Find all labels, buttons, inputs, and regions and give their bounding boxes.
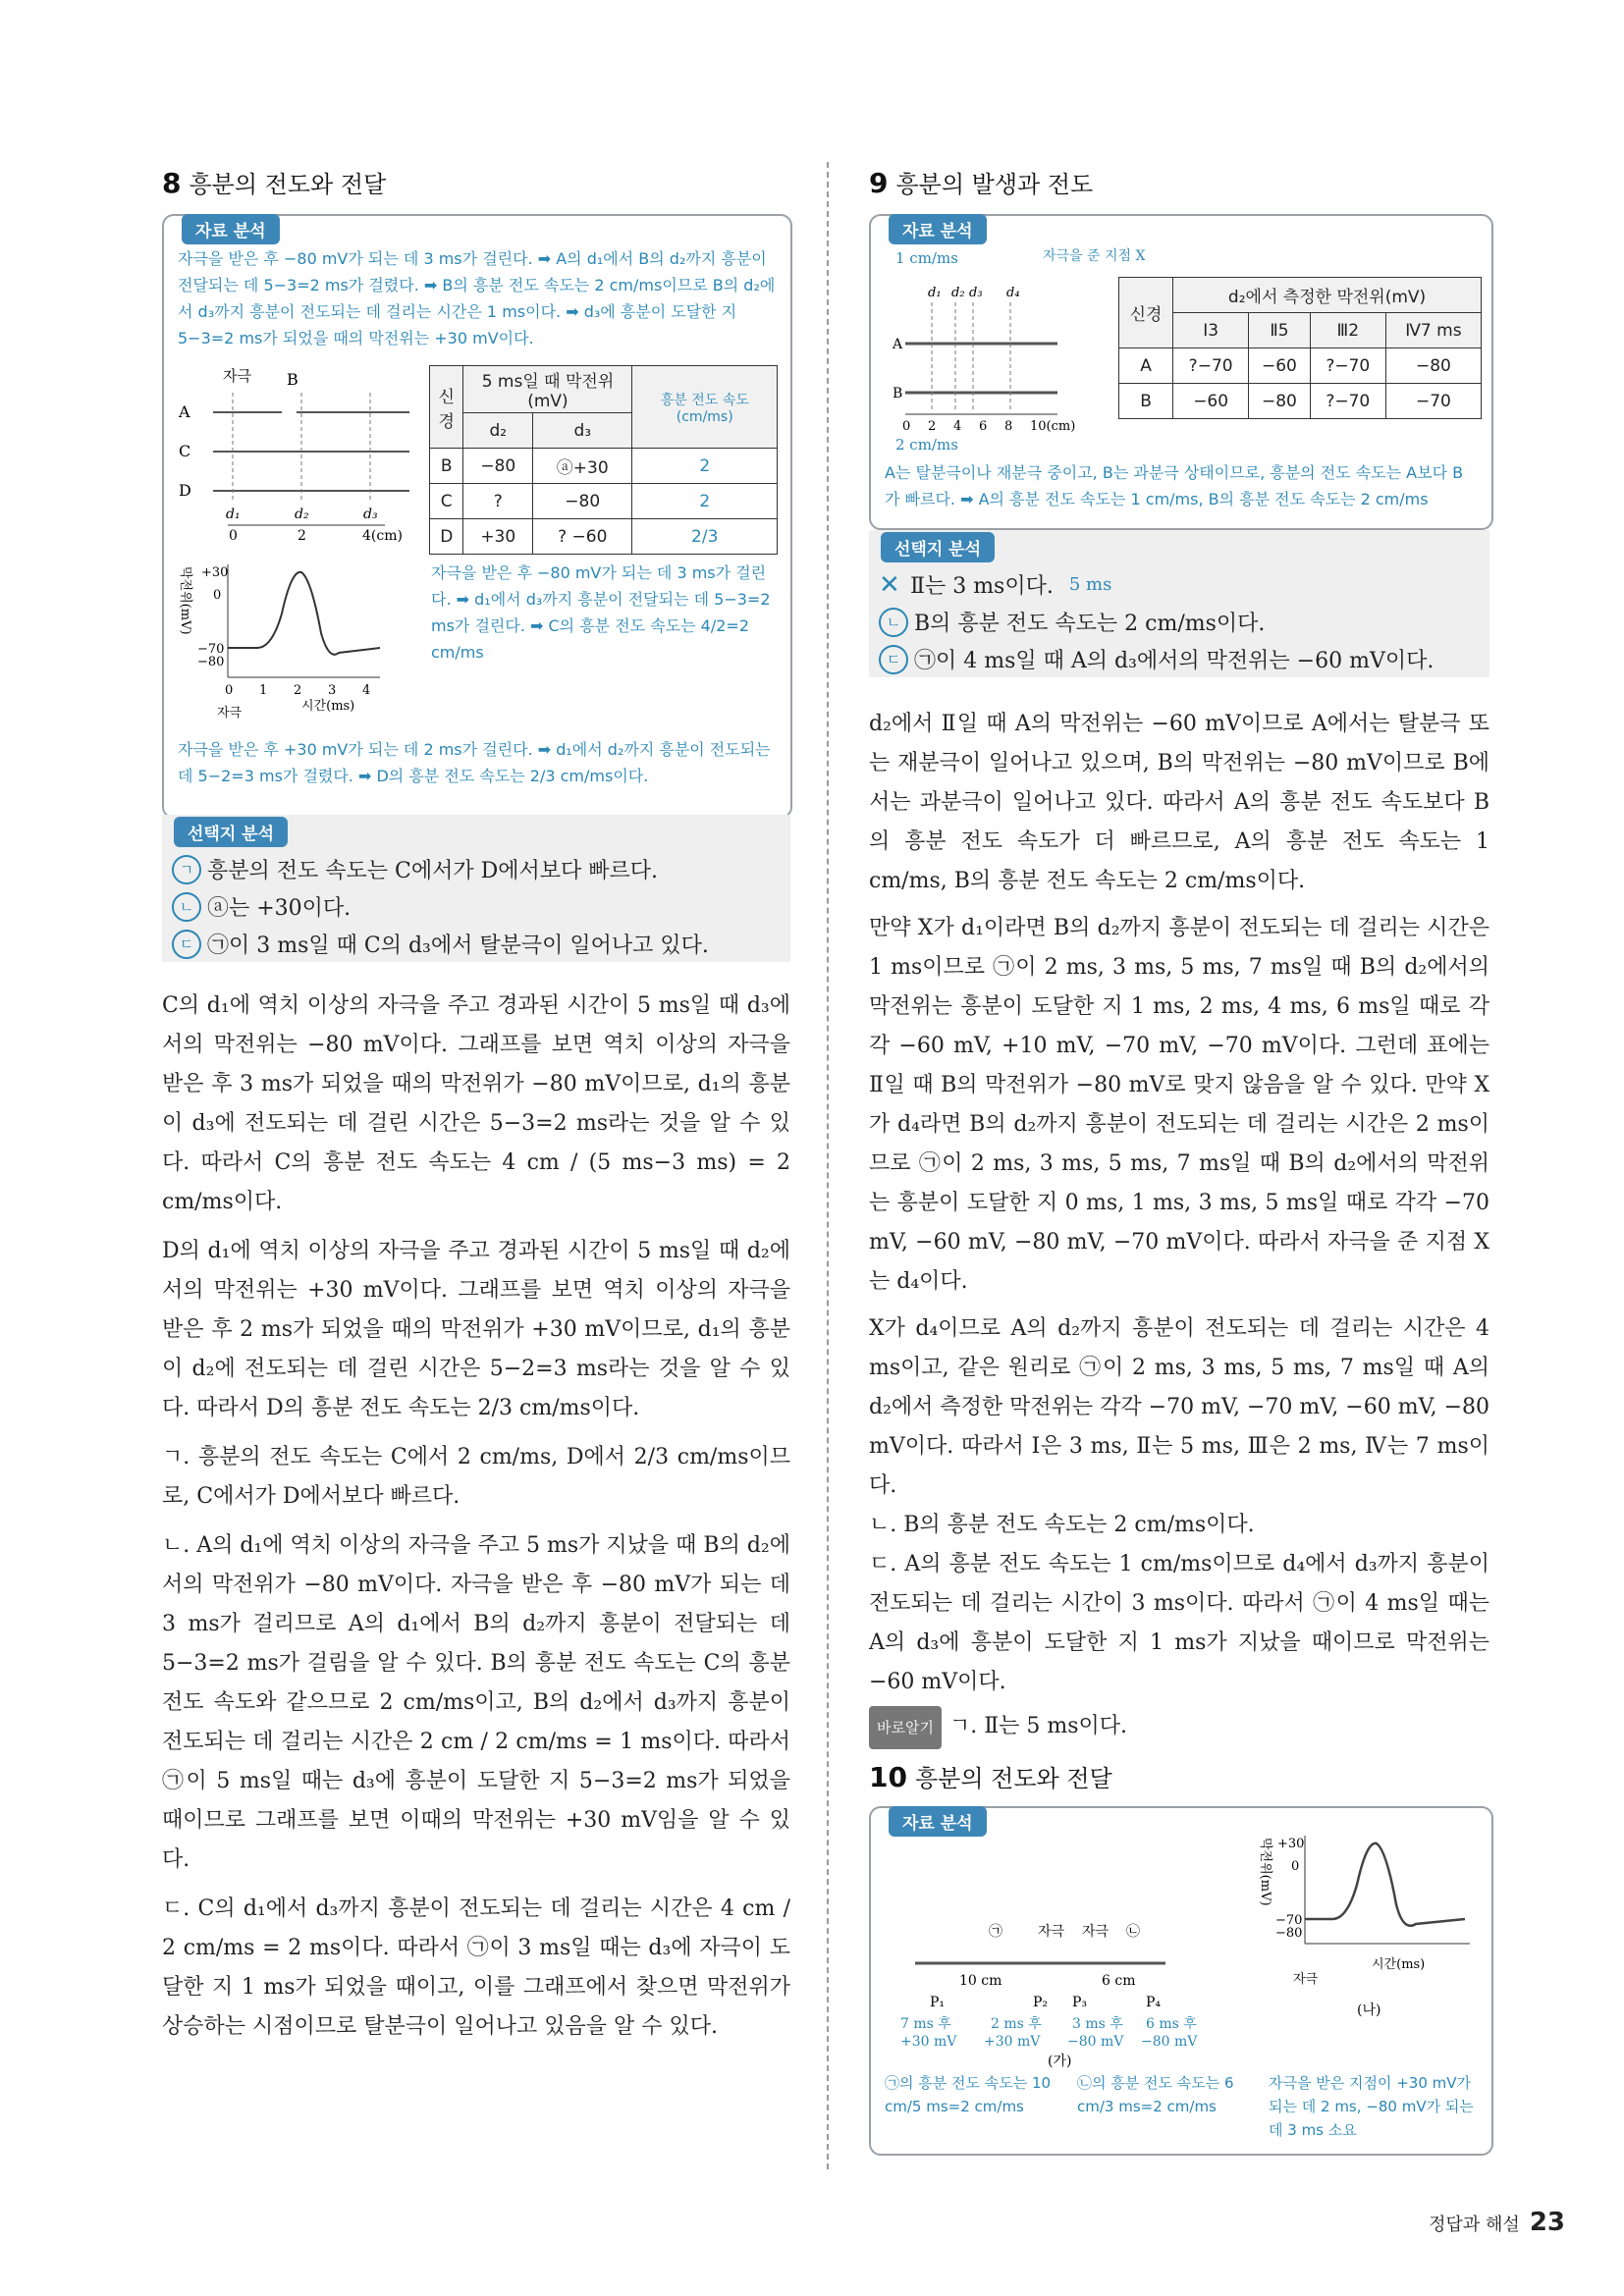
q8-d2-label: d₂ xyxy=(295,507,309,522)
q10-mark-g: ㉠ xyxy=(989,1924,1002,1940)
q9-note: A는 탈분극이나 재분극 중이고, B는 과분극 상태이므로, 흥분의 전도 속도는 A보다 B가 빠르다. ➡ A의 흥분 전도 속도는 1 cm/ms, B의 흥분 전도 속도는 2 cm/ms xyxy=(885,463,1464,508)
q10-v1: +30 mV xyxy=(900,2034,957,2050)
q9-choice-3-mark: ㄷ xyxy=(879,645,908,674)
q8-explanation xyxy=(162,987,790,2047)
q10-y0: 0 xyxy=(1291,1859,1300,1874)
q9-th-col2: Ⅱ5 xyxy=(1249,313,1311,348)
q9-row-a-v4: −80 xyxy=(1385,348,1481,384)
q8-th-potential: 5 ms일 때 막전위(mV) xyxy=(463,366,632,413)
q10-dist-10: 10 cm xyxy=(959,1973,1002,1989)
q9-fix-text: ㄱ. Ⅱ는 5 ms이다. xyxy=(948,1714,1128,1738)
q9-speed-b: 2 cm/ms xyxy=(895,436,958,454)
q9-th-title: d₂에서 측정한 막전위(mV) xyxy=(1173,278,1482,313)
q8-th-d2: d₂ xyxy=(463,413,533,449)
q8-body-1: C의 d₁에 역치 이상의 자극을 주고 경과된 시간이 5 ms일 때 d₃에서의 막전위는 −80 mV이다. 그래프를 보면 역치 이상의 자극을 받은 후 3 ms가 되었을 때의 막전위가 −80 mV이므로, d₁의 흥분이 d₃에 전도되는 데 걸린 시간은 5−3=2 ms라는 것을 알 수 있다. 따라서 C의 흥분 전도 속도는 4 cm / (5 ms−3 ms) = 2 cm/ms이다. xyxy=(162,993,790,1214)
q8-d3-label: d₃ xyxy=(363,507,378,522)
q8-graph-ylabel: 막전위(mV) xyxy=(178,566,192,635)
q9-d1-label: d₁ xyxy=(928,286,942,300)
table-row xyxy=(430,484,778,519)
q10-t1: 7 ms 후 xyxy=(900,2016,951,2032)
q10-v3: −80 mV xyxy=(1067,2034,1124,2050)
q9-x8: 8 xyxy=(1004,419,1013,434)
q10-t3: 3 ms 후 xyxy=(1072,2016,1123,2032)
q9-explanation xyxy=(869,705,1489,1749)
q9-choice-1-correction: 5 ms xyxy=(1068,574,1112,595)
q8-y80: −80 xyxy=(197,655,225,669)
footer-label: 정답과 해설 xyxy=(1429,2215,1520,2235)
q9-row-b-v1: −60 xyxy=(1173,384,1249,419)
column-divider xyxy=(827,162,829,2169)
q9-label-a: A xyxy=(893,337,903,352)
q8-time-label: 시간(ms) xyxy=(301,699,355,714)
table-row xyxy=(1119,348,1482,384)
q8-choice-1 xyxy=(172,854,658,884)
q9-label-b: B xyxy=(893,386,903,401)
q10-v4: −80 mV xyxy=(1141,2034,1198,2050)
q9-row-b-v3: ?−70 xyxy=(1310,384,1385,419)
table-row xyxy=(1119,384,1482,419)
q10-t4: 6 ms 후 xyxy=(1146,2016,1197,2032)
q8-table xyxy=(429,365,778,555)
q8-t0: 0 xyxy=(225,683,234,698)
q9-choice-2-text: B의 흥분 전도 속도는 2 cm/ms이다. xyxy=(914,612,1266,636)
q9-choice-1-mark: ✕ xyxy=(879,569,900,600)
q9-x4: 4 xyxy=(953,419,962,434)
q9-body-5: ㄷ. A의 흥분 전도 속도는 1 cm/ms이므로 d₄에서 d₃까지 흥분이 전도되는 데 걸리는 시간이 3 ms이다. 따라서 ㉠이 4 ms일 때는 A의 d₃에 흥분이 도달한 지 1 ms가 지났을 때이므로 막전위는 −60 mV이다. xyxy=(869,1552,1489,1694)
q9-table xyxy=(1118,277,1482,419)
q8-th-neuron: 신경 xyxy=(430,366,463,449)
q8-number: 8 xyxy=(162,167,182,199)
q9-d4-label: d₄ xyxy=(1006,286,1020,300)
q9-stim-point: 자극을 준 지점 X xyxy=(1043,248,1146,264)
q10-potential-graph xyxy=(1254,1826,1485,2052)
q10-heading xyxy=(869,1759,1112,1793)
q8-y30: +30 xyxy=(201,565,229,580)
q8-stim2-label: 자극 xyxy=(217,706,243,721)
q8-note-bottom: 자극을 받은 후 +30 mV가 되는 데 2 ms가 걸린다. ➡ d₁에서 d₂까지 흥분이 전도되는 데 5−2=3 ms가 걸렸다. ➡ D의 흥분 전도 속도는 2/3 cm/ms이다. xyxy=(178,740,771,785)
q9-title: 흥분의 발생과 전도 xyxy=(895,171,1094,198)
q8-x2: 2 xyxy=(298,528,306,544)
q9-body-4: ㄴ. B의 흥분 전도 속도는 2 cm/ms이다. xyxy=(869,1513,1255,1537)
q8-row-d-d2: +30 xyxy=(463,519,533,555)
q9-row-a-neuron: A xyxy=(1119,348,1173,384)
q10-dist-6: 6 cm xyxy=(1102,1973,1136,1989)
q9-row-a-v1: ?−70 xyxy=(1173,348,1249,384)
q9-x6: 6 xyxy=(979,419,988,434)
q9-choice-2 xyxy=(879,607,1265,637)
q9-row-a-v2: −60 xyxy=(1249,348,1311,384)
q8-analysis-tag: 자료 분석 xyxy=(182,214,280,244)
q8-row-d-speed: 2/3 xyxy=(632,519,778,555)
q8-body-2: D의 d₁에 역치 이상의 자극을 주고 경과된 시간이 5 ms일 때 d₂에서의 막전위는 +30 mV이다. 그래프를 보면 역치 이상의 자극을 받은 후 2 ms가 되었을 때의 막전위가 +30 mV이므로, d₁의 흥분이 d₂에 전도되는 데 걸린 시간은 5−2=3 ms라는 것을 알 수 있다. 따라서 D의 흥분 전도 속도는 2/3 cm/ms이다. xyxy=(162,1239,790,1420)
q9-body-3: X가 d₄이므로 A의 d₂까지 흥분이 전도되는 데 걸리는 시간은 4 ms이고, 같은 원리로 ㉠이 2 ms, 3 ms, 5 ms, 7 ms일 때 A의 d₂에서 측정한 막전위는 각각 −70 mV, −70 mV, −60 mV, −80 mV이다. 따라서 Ⅰ은 3 ms, Ⅱ는 5 ms, Ⅲ은 2 ms, Ⅳ는 7 ms이다. xyxy=(869,1316,1490,1498)
q9-choice-1-text: Ⅱ는 3 ms이다. xyxy=(910,574,1054,599)
q8-th-d3: d₃ xyxy=(533,413,632,449)
q8-note-top: 자극을 받은 후 −80 mV가 되는 데 3 ms가 걸린다. ➡ A의 d₁에서 B의 d₂까지 흥분이 전달되는 데 5−3=2 ms가 걸렸다. ➡ B의 흥분 전도 속도는 2 cm/ms이므로 B의 d₂에서 d₃까지 흥분이 전도되는 데 걸리는 시간은 1 ms이다. ➡ d₃에 흥분이 도달한 지 5−3=2 ms가 되었을 때의 막전위는 +30 mV이다. xyxy=(178,249,776,347)
q8-row-b-neuron: B xyxy=(430,449,463,484)
q9-analysis-box xyxy=(869,214,1493,530)
q8-y70: −70 xyxy=(197,642,225,657)
q10-stim1: 자극 xyxy=(1038,1924,1065,1940)
q9-analysis-tag: 자료 분석 xyxy=(889,214,987,244)
q9-th-col3: Ⅲ2 xyxy=(1310,313,1385,348)
q8-action-potential-curve xyxy=(228,572,380,655)
q9-x10: 10(cm) xyxy=(1030,419,1076,434)
q8-stim-label: 자극 xyxy=(223,367,251,385)
q8-nerve-diagram xyxy=(174,363,429,544)
q8-row-c-d2: ? xyxy=(463,484,533,519)
q9-x0: 0 xyxy=(902,419,911,434)
q8-choice-box xyxy=(162,815,790,962)
q8-row-b-d2: −80 xyxy=(463,449,533,484)
table-row xyxy=(430,519,778,555)
q8-body-5: ㄷ. C의 d₁에서 d₃까지 흥분이 전도되는 데 걸리는 시간은 4 cm / 2 cm/ms = 2 ms이다. 따라서 ㉠이 3 ms일 때는 d₃에 자극이 도달한 지 1 ms가 되었을 때이고, 이를 그래프에서 찾으면 막전위가 상승하는 시점이므로 탈분극이 일어나고 있음을 알 수 있다. xyxy=(162,1896,790,2039)
q10-v2: +30 mV xyxy=(984,2034,1041,2050)
q8-row-c-speed: 2 xyxy=(632,484,778,519)
q9-choice-box xyxy=(869,530,1489,677)
q10-y70: −70 xyxy=(1275,1913,1303,1928)
table-row xyxy=(430,449,778,484)
q9-row-b-v4: −70 xyxy=(1385,384,1481,419)
q9-number: 9 xyxy=(869,167,889,199)
q10-p3: P₃ xyxy=(1072,1995,1088,2010)
q9-body-2: 만약 X가 d₁이라면 B의 d₂까지 흥분이 전도되는 데 걸리는 시간은 1 ms이므로 ㉠이 2 ms, 3 ms, 5 ms, 7 ms일 때 B의 d₂에서의 막전위는 흥분이 도달한 지 1 ms, 2 ms, 4 ms, 6 ms일 때로 각각 −60 mV, +10 mV, −70 mV, −70 mV이다. 그런데 표에는 Ⅱ일 때 B의 막전위가 −80 mV로 맞지 않음을 알 수 있다. 만약 X가 d₄라면 B의 d₂까지 흥분이 전도되는 데 걸리는 시간은 2 ms이므로 ㉠이 2 ms, 3 ms, 5 ms, 7 ms일 때 B의 d₂에서의 막전위는 흥분이 도달한 지 0 ms, 1 ms, 3 ms, 5 ms일 때로 각각 −70 mV, −60 mV, −80 mV, −70 mV이다. 따라서 자극을 준 지점 X는 d₄이다. xyxy=(869,916,1489,1294)
q10-p1: P₁ xyxy=(930,1995,946,2010)
q8-row-c-neuron: C xyxy=(430,484,463,519)
q10-time-label: 시간(ms) xyxy=(1372,1957,1426,1972)
q10-t2: 2 ms 후 xyxy=(991,2016,1042,2032)
q10-mark-l: ㉡ xyxy=(1126,1924,1140,1940)
q8-t4: 4 xyxy=(362,683,371,698)
q9-fix-badge: 바로알기 xyxy=(869,1706,942,1749)
q9-th-col4: Ⅳ7 ms xyxy=(1385,313,1481,348)
q8-analysis-box xyxy=(162,214,792,819)
q10-y30: +30 xyxy=(1277,1837,1305,1851)
q8-choice-3-text: ㉠이 3 ms일 때 C의 d₃에서 탈분극이 일어나고 있다. xyxy=(207,934,709,958)
q8-body-4: ㄴ. A의 d₁에 역치 이상의 자극을 주고 5 ms가 지났을 때 B의 d₂에서의 막전위가 −80 mV이다. 자극을 받은 후 −80 mV가 되는 데 3 ms가 걸리므로 A의 d₁에서 B의 d₂까지 흥분이 전달되는 데 5−3=2 ms가 걸림을 알 수 있다. B의 흥분 전도 속도는 C의 흥분 전도 속도와 같으므로 2 cm/ms이고, B의 d₂에서 d₃까지 흥분이 전도되는 데 걸리는 시간은 2 cm / 2 cm/ms = 1 ms이다. 따라서 ㉠이 5 ms일 때는 d₃에 흥분이 도달한 지 5−3=2 ms가 되었을 때이므로 그래프를 보면 이때의 막전위는 +30 mV임을 알 수 있다. xyxy=(162,1533,790,1872)
q9-th-col1: Ⅰ3 xyxy=(1173,313,1249,348)
q9-row-a-v3: ?−70 xyxy=(1310,348,1385,384)
q8-d1-label: d₁ xyxy=(226,507,241,522)
q8-t1: 1 xyxy=(259,683,268,698)
q8-choice-2-text: ⓐ는 +30이다. xyxy=(207,896,352,921)
q8-y0: 0 xyxy=(213,588,222,603)
q9-row-b-neuron: B xyxy=(1119,384,1173,419)
q8-heading xyxy=(162,165,386,199)
q8-choice-1-mark: ㄱ xyxy=(172,855,201,884)
q9-heading xyxy=(869,165,1093,199)
q8-choice-3 xyxy=(172,929,709,959)
q8-note-mid: 자극을 받은 후 −80 mV가 되는 데 3 ms가 걸린다. ➡ d₁에서 d₃까지 흥분이 전달되는 데 5−3=2 ms가 걸린다. ➡ C의 흥분 전도 속도는 4/2=2 cm/ms xyxy=(431,563,771,662)
q10-analysis-box xyxy=(869,1806,1493,2156)
q8-label-b: B xyxy=(287,370,298,389)
q10-note-1: ㉠의 흥분 전도 속도는 10 cm/5 ms=2 cm/ms xyxy=(885,2074,1052,2115)
q9-x2: 2 xyxy=(928,419,937,434)
q8-row-d-neuron: D xyxy=(430,519,463,555)
q10-p4: P₄ xyxy=(1146,1995,1162,2010)
q8-row-d-d3: ? −60 xyxy=(533,519,632,555)
page-number: 23 xyxy=(1529,2208,1565,2237)
q10-action-potential-curve xyxy=(1305,1843,1465,1926)
q10-p2: P₂ xyxy=(1033,1995,1049,2010)
q10-stim3: 자극 xyxy=(1293,1972,1319,1987)
q9-choice-tag: 선택지 분석 xyxy=(881,532,995,562)
q8-label-d: D xyxy=(179,481,191,500)
q10-number: 10 xyxy=(869,1761,907,1793)
q8-body-3: ㄱ. 흥분의 전도 속도는 C에서 2 cm/ms, D에서 2/3 cm/ms이므로, C에서가 D에서보다 빠르다. xyxy=(162,1445,790,1509)
q10-y80: −80 xyxy=(1275,1926,1303,1941)
q9-choice-3-text: ㉠이 4 ms일 때 A의 d₃에서의 막전위는 −60 mV이다. xyxy=(914,649,1435,673)
q8-choice-1-text: 흥분의 전도 속도는 C에서가 D에서보다 빠르다. xyxy=(207,859,658,883)
q8-th-speed: 흥분 전도 속도 (cm/ms) xyxy=(632,366,778,449)
q8-t2: 2 xyxy=(294,683,302,698)
q8-label-a: A xyxy=(179,402,190,421)
q10-note-3: 자극을 받은 지점이 +30 mV가 되는 데 2 ms, −80 mV가 되는 데 3 ms 소요 xyxy=(1269,2074,1474,2139)
q9-row-b-v2: −80 xyxy=(1249,384,1311,419)
q10-graph-ylabel: 막전위(mV) xyxy=(1258,1838,1272,1906)
q9-d3-label: d₃ xyxy=(969,286,983,300)
q9-body-1: d₂에서 Ⅱ일 때 A의 막전위는 −60 mV이므로 A에서는 탈분극 또는 재분극이 일어나고 있으며, B의 막전위는 −80 mV이므로 B에서는 과분극이 일어나고 있다. 따라서 A의 흥분 전도 속도보다 B의 흥분 전도 속도가 더 빠르므로, A의 흥분 전도 속도는 1 cm/ms, B의 흥분 전도 속도는 2 cm/ms이다. xyxy=(869,712,1489,893)
q10-analysis-tag: 자료 분석 xyxy=(889,1806,987,1837)
q8-choice-tag: 선택지 분석 xyxy=(174,817,288,847)
q9-th-neuron: 신경 xyxy=(1119,278,1173,348)
q8-row-c-d3: −80 xyxy=(533,484,632,519)
q8-choice-2-mark: ㄴ xyxy=(172,892,201,922)
q9-speed-a: 1 cm/ms xyxy=(895,249,958,267)
q8-choice-3-mark: ㄷ xyxy=(172,930,201,959)
q9-choice-2-mark: ㄴ xyxy=(879,608,908,637)
q8-row-b-d3: ⓐ+30 xyxy=(533,449,632,484)
q10-stim2: 자극 xyxy=(1082,1924,1110,1940)
q8-title: 흥분의 전도와 전달 xyxy=(189,171,387,198)
q9-d2-label: d₂ xyxy=(951,286,965,300)
q10-label-ga: (가) xyxy=(1048,2054,1072,2069)
q8-x4: 4(cm) xyxy=(362,528,403,544)
q10-note-2: ㉡의 흥분 전도 속도는 6 cm/3 ms=2 cm/ms xyxy=(1077,2074,1234,2115)
page-footer xyxy=(1429,2208,1565,2237)
q9-choice-1 xyxy=(879,569,1111,600)
q10-title: 흥분의 전도와 전달 xyxy=(914,1765,1112,1792)
q8-potential-graph xyxy=(174,555,429,721)
q10-label-na: (나) xyxy=(1357,2002,1381,2018)
q8-row-b-speed: 2 xyxy=(632,449,778,484)
q10-nerve-diagram xyxy=(881,1847,1273,2073)
q9-choice-3 xyxy=(879,644,1434,674)
q8-t3: 3 xyxy=(328,683,337,698)
q8-label-c: C xyxy=(179,442,191,460)
q8-choice-2 xyxy=(172,891,351,922)
q8-x0: 0 xyxy=(229,528,238,544)
